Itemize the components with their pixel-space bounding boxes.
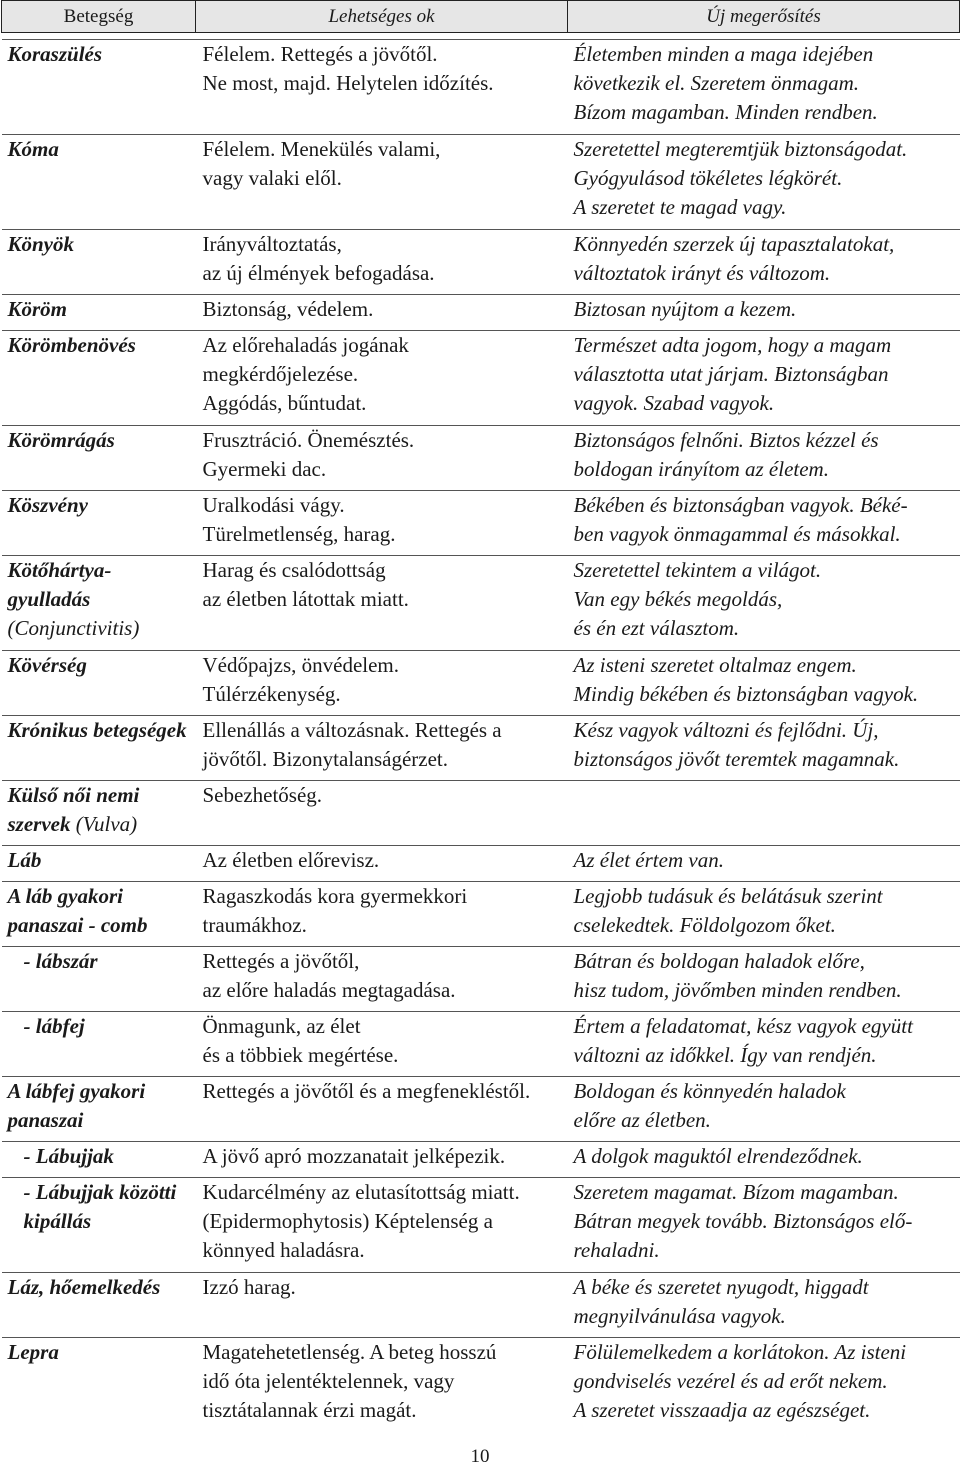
table-header-row [2, 1, 960, 33]
table-row [2, 716, 960, 781]
affirmation-cell [568, 135, 960, 230]
affirmation-text: vagyok. Szabad vagyok. [573, 391, 775, 416]
disease-text: Láb [7, 848, 42, 872]
affirmation-text: Fölülemelkedem a korlátokon. Az isteni [573, 1340, 907, 1364]
cause-cell [196, 716, 568, 781]
disease-cell [2, 1273, 196, 1338]
disease-cell [2, 1142, 196, 1178]
disease-text: Könyök [7, 232, 75, 256]
disease-text: kipállás [23, 1209, 92, 1234]
disease-text: gyulladás [7, 587, 91, 612]
table-row [2, 1273, 960, 1338]
cause-cell [196, 1142, 568, 1178]
affirmation-text: változni az időkkel. Így van rendjén. [573, 1043, 877, 1068]
disease-cell [2, 40, 196, 135]
affirmation-text: Könnyedén szerzek új tapasztalatokat, [573, 232, 895, 256]
cause-text: Magatehetetlenség. A beteg hosszú [202, 1340, 497, 1364]
table-row [2, 230, 960, 295]
cause-text: Az előrehaladás jogának [202, 333, 409, 357]
cause-cell [196, 1273, 568, 1338]
header-affirmation: Új megerősítés [568, 1, 960, 33]
table-row [2, 135, 960, 230]
disease-text: - lábfej [23, 1014, 85, 1038]
affirmation-text: gondviselés vezérel és ad erőt nekem. [573, 1369, 888, 1394]
affirmation-cell [568, 1338, 960, 1433]
header-disease: Betegség [2, 1, 196, 33]
cause-cell [196, 426, 568, 491]
disease-text: panaszai - comb [7, 913, 148, 938]
cause-text: Ne most, majd. Helytelen időzítés. [202, 71, 494, 96]
table-row [2, 491, 960, 556]
disease-cell [2, 1077, 196, 1142]
cause-cell [196, 556, 568, 651]
cause-text: Irányváltoztatás, [202, 232, 342, 256]
affirmation-text: választotta utat járjam. Biztonságban [573, 362, 889, 387]
table-row [2, 1338, 960, 1433]
cause-text: Izzó harag. [202, 1275, 296, 1299]
affirmation-cell [568, 426, 960, 491]
cause-text: Biztonság, védelem. [202, 297, 374, 321]
cause-cell [196, 651, 568, 716]
cause-cell [196, 781, 568, 846]
affirmation-text: Mindig békében és biztonságban vagyok. [573, 682, 919, 707]
cause-text: Sebezhetőség. [202, 783, 323, 807]
affirmation-cell [568, 1077, 960, 1142]
cause-text: Gyermeki dac. [202, 457, 327, 482]
cause-text: Az életben előrevisz. [202, 848, 380, 872]
affirmation-text: Bátran megyek tovább. Biztonságos elő- [573, 1209, 913, 1234]
cause-text: Önmagunk, az élet [202, 1014, 361, 1038]
table-row [2, 295, 960, 331]
cause-text: az előre haladás megtagadása. [202, 978, 456, 1003]
cause-text: (Epidermophytosis) Képtelenség a [202, 1209, 493, 1234]
affirmation-text: Gyógyulásod tökéletes légkörét. [573, 166, 843, 191]
disease-cell [2, 781, 196, 846]
affirmation-text: Az élet értem van. [573, 848, 724, 872]
cause-text: idő óta jelentéktelennek, vagy [202, 1369, 455, 1394]
cause-cell [196, 491, 568, 556]
affirmation-text: Bízom magamban. Minden rendben. [573, 100, 878, 125]
disease-cell [2, 846, 196, 882]
cause-text: Rettegés a jövőtől és a megfenekléstől. [202, 1079, 531, 1103]
cause-text: Félelem. Menekülés valami, [202, 137, 441, 161]
table-body [2, 33, 960, 1433]
cause-text: A jövő apró mozzanatait jelképezik. [202, 1144, 506, 1168]
cause-text: az új élmények befogadása. [202, 261, 435, 286]
disease-text-part: szervek [7, 812, 71, 837]
disease-cell [2, 230, 196, 295]
affirmation-cell [568, 1012, 960, 1077]
table-row [2, 651, 960, 716]
disease-text: A láb gyakori [7, 884, 124, 908]
affirmation-text: Békében és biztonságban vagyok. Béké- [573, 493, 908, 517]
cause-cell [196, 1012, 568, 1077]
affirmation-cell [568, 40, 960, 135]
disease-cell [2, 651, 196, 716]
cause-text: Félelem. Rettegés a jövőtől. [202, 42, 438, 66]
disease-text: Kötőhártya- [7, 558, 112, 582]
disease-note: (Conjunctivitis) [7, 616, 140, 641]
affirmation-text: Legjobb tudásuk és belátásuk szerint [573, 884, 883, 908]
cause-cell [196, 1338, 568, 1433]
table-row [2, 781, 960, 846]
disease-text: A lábfej gyakori [7, 1079, 146, 1103]
disease-cell [2, 1012, 196, 1077]
cause-text: Védőpajzs, önvédelem. [202, 653, 400, 677]
disease-cell [2, 716, 196, 781]
cause-text: Aggódás, bűntudat. [202, 391, 367, 416]
table-row [2, 846, 960, 882]
disease-text: Köszvény [7, 493, 88, 517]
affirmation-text: A béke és szeretet nyugodt, higgadt [573, 1275, 869, 1299]
affirmation-text: Bátran és boldogan haladok előre, [573, 949, 865, 973]
disease-cell [2, 426, 196, 491]
cause-text: vagy valaki elől. [202, 166, 342, 191]
disease-text: Lepra [7, 1340, 59, 1364]
cause-cell [196, 947, 568, 1012]
disease-text: Koraszülés [7, 42, 103, 66]
disease-text: Külső női nemi [7, 783, 140, 807]
affirmation-cell [568, 491, 960, 556]
table-row [2, 1077, 960, 1142]
disease-table [1, 0, 960, 1433]
disease-text: Köröm [7, 297, 68, 321]
affirmation-cell [568, 556, 960, 651]
cause-cell [196, 230, 568, 295]
affirmation-cell [568, 1142, 960, 1178]
affirmation-cell [568, 947, 960, 1012]
cause-text: megkérdőjelezése. [202, 362, 359, 387]
affirmation-cell [568, 230, 960, 295]
disease-text: Kóma [7, 137, 59, 161]
disease-cell [2, 491, 196, 556]
disease-text: Körömrágás [7, 428, 115, 452]
affirmation-text: ben vagyok önmagammal és másokkal. [573, 522, 901, 547]
disease-cell [2, 556, 196, 651]
affirmation-cell [568, 1273, 960, 1338]
cause-cell [196, 40, 568, 135]
affirmation-text: Biztonságos felnőni. Biztos kézzel és [573, 428, 879, 452]
cause-cell [196, 882, 568, 947]
cause-cell [196, 331, 568, 426]
affirmation-text: megnyilvánulása vagyok. [573, 1304, 786, 1329]
cause-cell [196, 846, 568, 882]
disease-cell [2, 295, 196, 331]
cause-text: Uralkodási vágy. [202, 493, 345, 517]
disease-text: panaszai [7, 1108, 84, 1133]
affirmation-text: következik el. Szeretem önmagam. [573, 71, 860, 96]
table-row [2, 1142, 960, 1178]
table-row [2, 40, 960, 135]
cause-text: Frusztráció. Önemésztés. [202, 428, 415, 452]
disease-cell [2, 331, 196, 426]
affirmation-cell [568, 651, 960, 716]
affirmation-text: Van egy békés megoldás, [573, 587, 783, 612]
cause-text: Harag és csalódottság [202, 558, 386, 582]
cause-text: Kudarcélmény az elutasítottság miatt. [202, 1180, 520, 1204]
affirmation-text: változtatok irányt és változom. [573, 261, 831, 286]
disease-text [8, 810, 196, 839]
affirmation-cell [568, 882, 960, 947]
table-row [2, 426, 960, 491]
disease-text: Krónikus betegségek [7, 718, 187, 742]
disease-cell [2, 1178, 196, 1273]
affirmation-cell [568, 846, 960, 882]
page-number: 10 [470, 1446, 490, 1467]
cause-cell [196, 1077, 568, 1142]
cause-cell [196, 295, 568, 331]
cause-cell [196, 135, 568, 230]
affirmation-text: előre az életben. [573, 1108, 711, 1133]
affirmation-text: Értem a feladatomat, kész vagyok együtt [573, 1014, 913, 1038]
cause-cell [196, 1178, 568, 1273]
affirmation-text: hisz tudom, jövőmben minden rendben. [573, 978, 902, 1003]
disease-text: Körömbenövés [7, 333, 136, 357]
affirmation-text: A szeretet te magad vagy. [573, 195, 787, 220]
affirmation-text: Természet adta jogom, hogy a magam [573, 333, 892, 357]
affirmation-text: és én ezt választom. [573, 616, 740, 641]
table-row [2, 947, 960, 1012]
affirmation-text: boldogan irányítom az életem. [573, 457, 829, 482]
cause-text: és a többiek megértése. [202, 1043, 399, 1068]
cause-text: Ragaszkodás kora gyermekkori [202, 884, 468, 908]
disease-text: - lábszár [23, 949, 98, 973]
cause-text: az életben látottak miatt. [202, 587, 409, 612]
affirmation-cell [568, 781, 960, 846]
affirmation-text: Az isteni szeretet oltalmaz engem. [573, 653, 857, 677]
disease-cell [2, 1338, 196, 1433]
affirmation-text: biztonságos jövőt teremtek magamnak. [573, 747, 900, 772]
cause-text: könnyed haladásra. [202, 1238, 365, 1263]
cause-text: Túlérzékenység. [202, 682, 341, 707]
cause-text: jövőtől. Bizonytalanságérzet. [202, 747, 449, 772]
disease-note: (Vulva) [75, 812, 138, 837]
disease-text: Láz, hőemelkedés [7, 1275, 161, 1299]
table-row [2, 1012, 960, 1077]
cause-text: tisztátalannak érzi magát. [202, 1398, 417, 1423]
affirmation-cell [568, 331, 960, 426]
affirmation-text: rehaladni. [573, 1238, 660, 1263]
cause-text: Türelmetlenség, harag. [202, 522, 396, 547]
cause-text: Rettegés a jövőtől, [202, 949, 360, 973]
affirmation-cell [568, 1178, 960, 1273]
header-cause: Lehetséges ok [196, 1, 568, 33]
affirmation-text: Szeretettel megteremtjük biztonságodat. [573, 137, 908, 161]
disease-cell [2, 947, 196, 1012]
affirmation-text: Biztosan nyújtom a kezem. [573, 297, 797, 321]
affirmation-text: Boldogan és könnyedén haladok [573, 1079, 846, 1103]
affirmation-text: A dolgok maguktól elrendeződnek. [573, 1144, 863, 1168]
affirmation-cell [568, 295, 960, 331]
affirmation-text: Kész vagyok változni és fejlődni. Új, [573, 718, 879, 742]
cause-text: traumákhoz. [202, 913, 307, 938]
disease-text: Kövérség [7, 653, 87, 677]
affirmation-text: A szeretet visszaadja az egészséget. [573, 1398, 871, 1423]
disease-cell [2, 882, 196, 947]
table-row [2, 331, 960, 426]
disease-text: - Lábujjak [23, 1144, 114, 1168]
affirmation-cell [568, 716, 960, 781]
disease-text: - Lábujjak közötti [23, 1180, 177, 1204]
table-row [2, 882, 960, 947]
table-row [2, 1178, 960, 1273]
affirmation-text: Életemben minden a maga idejében [573, 42, 874, 66]
table-row [2, 556, 960, 651]
affirmation-text: cselekedtek. Földolgozom őket. [573, 913, 836, 938]
cause-text: Ellenállás a változásnak. Rettegés a [202, 718, 502, 742]
disease-cell [2, 135, 196, 230]
affirmation-text: Szeretem magamat. Bízom magamban. [573, 1180, 899, 1204]
affirmation-text: Szeretettel tekintem a világot. [573, 558, 822, 582]
